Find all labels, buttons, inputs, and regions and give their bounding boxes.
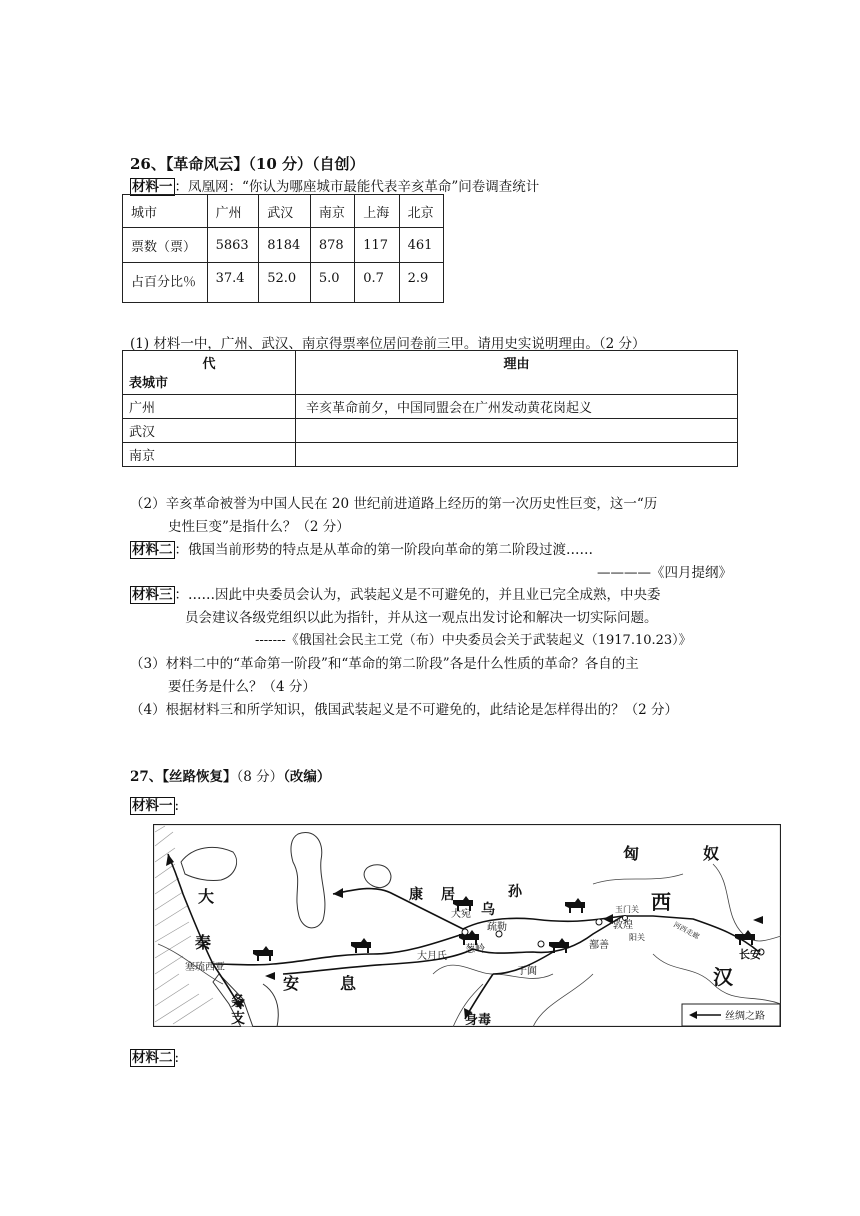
q26-question3-line1: （3）材料二中的“革命第一阶段”和“革命的第二阶段”各是什么性质的革命？各自的主 bbox=[130, 656, 639, 672]
map-label: 大 bbox=[198, 887, 215, 906]
map-label: 居 bbox=[441, 887, 455, 903]
table-cell: 南京 bbox=[310, 195, 354, 228]
map-label: 康 bbox=[409, 887, 423, 903]
q26-material3: 材料三 ：……因此中央委员会认为，武装起义是不可避免的，并且业已完全成熟，中央委 bbox=[132, 587, 661, 603]
table-cell: 461 bbox=[399, 228, 443, 263]
q26-question1: (1) 材料一中，广州、武汉、南京得票率位居问卷前三甲。请用史实说明理由。（2 分） bbox=[130, 336, 646, 352]
q27-material1: 材料一 : bbox=[132, 798, 180, 814]
q26-material3-line2: 员会建议各级党组织以此为指针，并从这一观点出发讨论和解决一切实际问题。 bbox=[185, 610, 658, 626]
table-row bbox=[123, 263, 444, 303]
map-label: 西 bbox=[651, 890, 671, 914]
map-label: 阳关 bbox=[629, 933, 645, 942]
table-row bbox=[123, 228, 444, 263]
map-label: 河西走廊 bbox=[672, 920, 701, 941]
table-row bbox=[123, 395, 738, 419]
map-label: 安 bbox=[283, 974, 300, 993]
table-cell: 上海 bbox=[355, 195, 399, 228]
material-label: 材料一 bbox=[132, 798, 173, 814]
map-label: 于阗 bbox=[517, 966, 537, 977]
table-cell: 广州 bbox=[207, 195, 259, 228]
q27-title: 27、【丝路恢复】（8 分）（改编） bbox=[130, 769, 331, 785]
map-label: 息 bbox=[340, 974, 357, 993]
map-label: 奴 bbox=[703, 844, 720, 863]
reason-table-header bbox=[123, 351, 738, 395]
table-cell: 南京 bbox=[123, 443, 296, 467]
q26-material2: 材料二 ：俄国当前形势的特点是从革命的第一阶段向革命的第二阶段过渡…… bbox=[132, 542, 593, 558]
table-cell: 票数（票） bbox=[123, 228, 208, 263]
q26-question3-line2: 要任务是什么？（4 分） bbox=[168, 679, 316, 695]
map-label: 鄯善 bbox=[589, 940, 609, 951]
table-cell: 理由 bbox=[296, 351, 738, 395]
table-cell: 8184 bbox=[259, 228, 311, 263]
table-row bbox=[123, 443, 738, 467]
map-label: 匈 bbox=[623, 844, 640, 863]
table-cell: 代 表城市 bbox=[123, 351, 296, 395]
table-cell: 广州 bbox=[123, 395, 296, 419]
table-cell: 辛亥革命前夕，中国同盟会在广州发动黄花岗起义 bbox=[296, 395, 738, 419]
material-label: 材料三 bbox=[132, 587, 173, 603]
q26-question4: （4）根据材料三和所学知识，俄国武装起义是不可避免的，此结论是怎样得出的？（2 分） bbox=[130, 702, 678, 718]
map-label: 支 bbox=[231, 1011, 245, 1027]
table-row bbox=[123, 419, 738, 443]
map-label: 乌 bbox=[481, 902, 495, 918]
vote-table-header bbox=[123, 195, 444, 228]
map-label: 秦 bbox=[195, 933, 212, 952]
map-label: 葱岭 bbox=[465, 944, 485, 955]
map-label: 玉门关 bbox=[615, 905, 639, 914]
table-cell: 武汉 bbox=[259, 195, 311, 228]
q27-material2: 材料二 : bbox=[132, 1050, 180, 1066]
q26-title: 26、【革命风云】（10 分）（自创） bbox=[130, 155, 365, 173]
table-cell: 5.0 bbox=[310, 263, 354, 303]
material-label: 材料二 bbox=[132, 1050, 173, 1066]
map-label: 汉 bbox=[713, 965, 733, 989]
map-legend bbox=[682, 1004, 780, 1026]
material-label: 材料一 bbox=[132, 179, 173, 195]
table-cell: 878 bbox=[310, 228, 354, 263]
table-cell: 0.7 bbox=[355, 263, 399, 303]
table-cell: 5863 bbox=[207, 228, 259, 263]
map-label: 大宛 bbox=[451, 909, 471, 920]
map-label: 疏勒 bbox=[487, 922, 507, 933]
map-label: 大月氏 bbox=[417, 951, 447, 962]
map-label: 敦煌 bbox=[613, 920, 633, 931]
table-cell: 占百分比％ bbox=[123, 263, 208, 303]
table-cell: 2.9 bbox=[399, 263, 443, 303]
vote-table bbox=[122, 194, 444, 303]
q26-question2-line2: 史性巨变”是指什么？（2 分） bbox=[168, 519, 350, 535]
silk-road-map bbox=[153, 824, 781, 1027]
q26-material1: 材料一 ：凤凰网：“你认为哪座城市最能代表辛亥革命”问卷调查统计 bbox=[132, 179, 540, 195]
map-label: 孙 bbox=[508, 884, 522, 900]
table-cell: 37.4 bbox=[207, 263, 259, 303]
q26-material2-source: ————《四月提纲》 bbox=[597, 565, 732, 581]
table-cell bbox=[296, 419, 738, 443]
table-cell: 武汉 bbox=[123, 419, 296, 443]
legend-label: 丝绸之路 bbox=[725, 1011, 765, 1022]
table-cell: 117 bbox=[355, 228, 399, 263]
q26-material3-source: -------《俄国社会民主工党（布）中央委员会关于武装起义（1917.10.23）》 bbox=[255, 633, 692, 648]
table-cell: 52.0 bbox=[259, 263, 311, 303]
reason-table bbox=[122, 350, 738, 467]
map-label: 塞琉西亚 bbox=[185, 962, 225, 973]
table-cell: 北京 bbox=[399, 195, 443, 228]
table-cell: 城市 bbox=[123, 195, 208, 228]
map-label: 身毒 bbox=[465, 1013, 492, 1027]
q26-question2-line1: （2）辛亥革命被誉为中国人民在 20 世纪前进道路上经历的第一次历史性巨变，这一“历 bbox=[130, 496, 658, 512]
map-label: 条 bbox=[231, 994, 245, 1010]
map-label: 长安 bbox=[739, 948, 761, 961]
table-cell bbox=[296, 443, 738, 467]
material-label: 材料二 bbox=[132, 542, 173, 558]
